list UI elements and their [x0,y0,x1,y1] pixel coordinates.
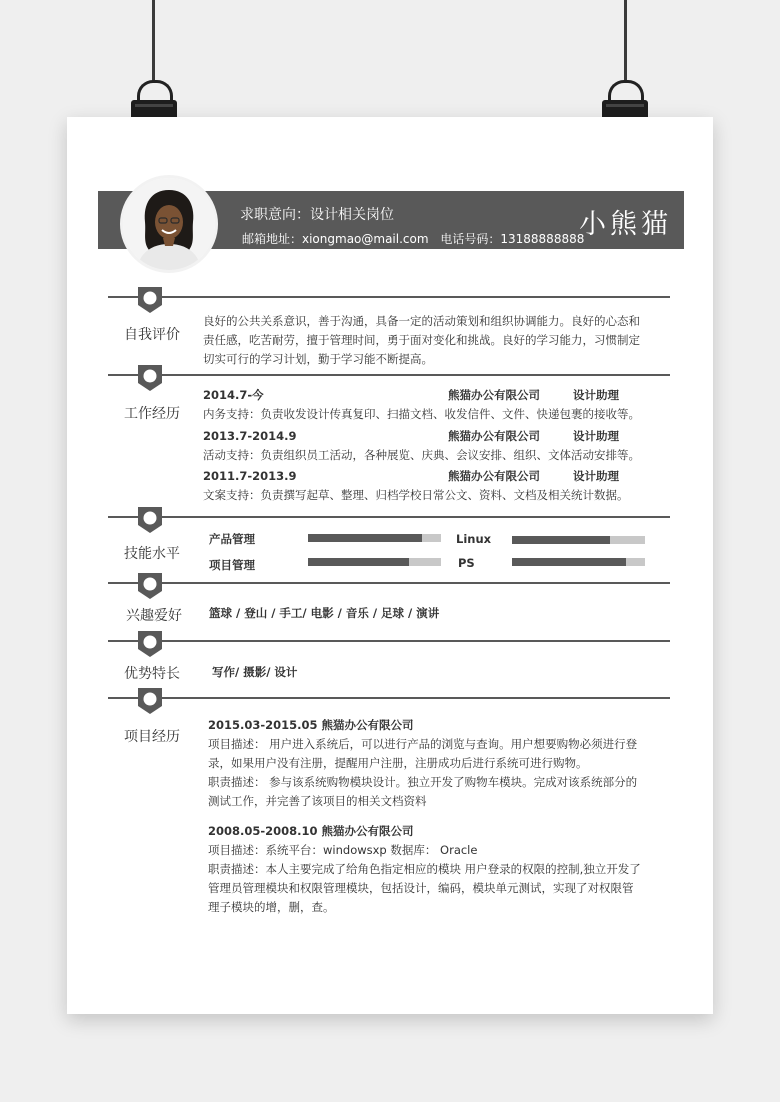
work-period: 2011.7-2013.9 [203,469,297,483]
circle-tag-icon [138,688,162,714]
project-line: 理子模块的增，删，查。 [208,900,335,914]
work-role: 设计助理 [573,469,619,483]
work-company: 熊猫办公有限公司 [448,469,540,483]
skill-bar [512,558,645,566]
work-period: 2013.7-2014.9 [203,429,297,443]
hanging-wire-left [152,0,155,82]
project-heading: 2008.05-2008.10 熊猫办公有限公司 [208,824,414,838]
section-title-work: 工作经历 [124,406,180,422]
section-divider [108,374,670,376]
self-eval-line: 责任感，吃苦耐劳，擅于管理时间，勇于面对变化和挑战。良好的学习能力，习惯制定 [203,333,640,347]
hanging-wire-right [624,0,627,82]
work-desc: 活动支持：负责组织员工活动，各种展览、庆典、会议安排、组织、文体活动安排等。 [203,448,640,462]
project-line: 项目描述：系统平台：windowsxp 数据库： Oracle [208,843,478,857]
skill-bar [512,536,645,544]
project-line: 录，如果用户没有注册，提醒用户注册，注册成功后进行系统可进行购物。 [208,756,588,770]
hobbies-text: 篮球 / 登山 / 手工/ 电影 / 音乐 / 足球 / 演讲 [209,606,440,620]
work-desc: 文案支持：负责撰写起草、整理、归档学校日常公文、资料、文档及相关统计数据。 [203,488,629,502]
circle-tag-icon [138,631,162,657]
section-title-self-eval: 自我评价 [124,327,180,343]
work-period: 2014.7-今 [203,388,264,402]
project-line: 测试工作，并完善了该项目的相关文档资料 [208,794,427,808]
skill-name: 项目管理 [209,558,255,572]
skill-name: PS [458,556,475,570]
skill-bar [308,558,441,566]
circle-tag-icon [138,287,162,313]
work-desc: 内务支持：负责收发设计传真复印、扫描文档、收发信件、文件、快递包裹的接收等。 [203,407,640,421]
section-title-projects: 项目经历 [124,729,180,745]
project-line: 职责描述：本人主要完成了给角色指定相应的模块 用户登录的权限的控制,独立开发了 [208,862,641,876]
project-line: 管理员管理模块和权限管理模块，包括设计，编码，模块单元测试，实现了对权限管 [208,881,634,895]
section-title-strengths: 优势特长 [124,666,180,682]
job-intent: 求职意向：设计相关岗位 [240,207,394,223]
project-desc [208,841,641,917]
skill-bar [308,534,441,542]
project-line: 职责描述： 参与该系统购物模块设计。独立开发了购物车模块。完成对该系统部分的 [208,775,638,789]
email-text: 邮箱地址：xiongmao@mail.com [242,232,429,246]
section-divider [108,640,670,642]
applicant-name: 小熊猫 [579,209,672,240]
project-line: 项目描述： 用户进入系统后，可以进行产品的浏览与查询。用户想要购物必须进行登 [208,737,638,751]
strengths-text: 写作/ 摄影/ 设计 [212,665,298,679]
work-company: 熊猫办公有限公司 [448,429,540,443]
section-divider [108,697,670,699]
work-role: 设计助理 [573,429,619,443]
work-role: 设计助理 [573,388,619,402]
project-heading: 2015.03-2015.05 熊猫办公有限公司 [208,718,414,732]
skill-name: Linux [456,532,492,546]
section-divider [108,516,670,518]
contact-info [242,230,592,247]
section-divider [108,296,670,298]
section-title-hobbies: 兴趣爱好 [126,608,182,624]
avatar [120,175,218,273]
circle-tag-icon [138,365,162,391]
section-title-skills: 技能水平 [124,546,180,562]
skill-name: 产品管理 [209,532,255,546]
self-eval-line: 切实可行的学习计划，勤于学习能不断提高。 [203,352,433,366]
phone-text: 电话号码：13188888888 [440,232,585,246]
circle-tag-icon [138,507,162,533]
self-eval-text [203,312,640,369]
circle-tag-icon [138,573,162,599]
self-eval-line: 良好的公共关系意识，善于沟通，具备一定的活动策划和组织协调能力。良好的心态和 [203,314,640,328]
work-company: 熊猫办公有限公司 [448,388,540,402]
section-divider [108,582,670,584]
project-desc [208,735,637,811]
